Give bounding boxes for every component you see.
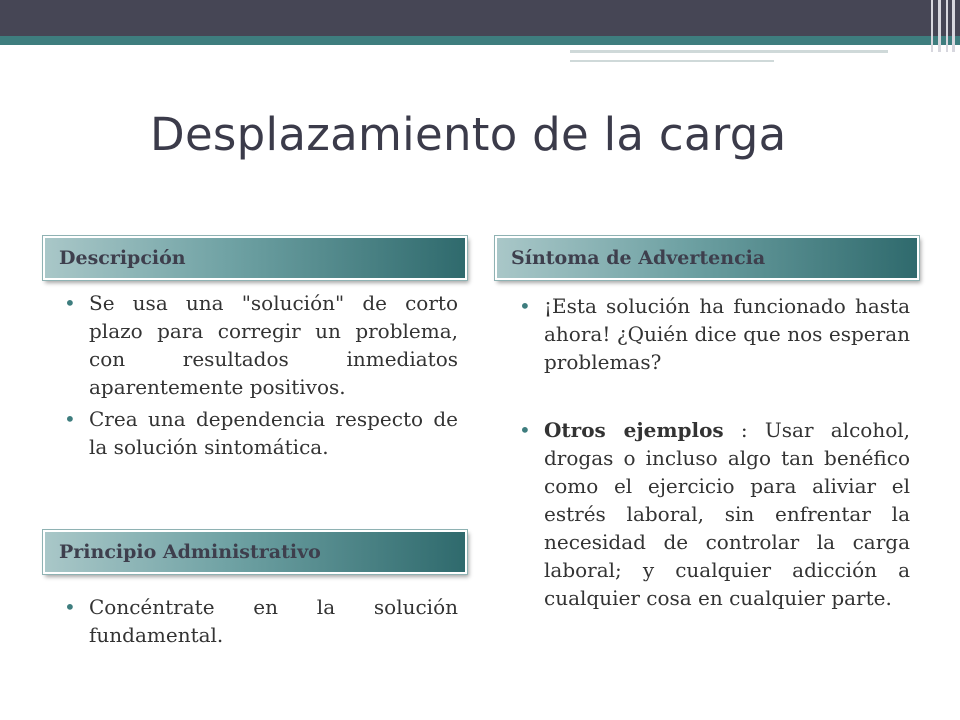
decorative-line-2 bbox=[570, 60, 774, 62]
decorative-stripe-1 bbox=[931, 0, 933, 52]
header-principio bbox=[43, 530, 467, 574]
header-principio-label: Principio Administrativo bbox=[59, 541, 321, 563]
list-item-otros-ejemplos bbox=[519, 416, 910, 612]
decorative-stripe-3 bbox=[946, 0, 948, 52]
slide-title: Desplazamiento de la carga bbox=[150, 108, 787, 161]
list-item: • ¡Esta solución ha funcionado hasta ahora! ¿Quién dice que nos esperan problemas? bbox=[519, 292, 910, 376]
sintoma-list bbox=[519, 292, 910, 616]
header-descripcion bbox=[43, 236, 467, 280]
header-descripcion-label: Descripción bbox=[59, 247, 186, 269]
list-item: • Concéntrate en la solución fundamental. bbox=[64, 593, 458, 649]
list-item: • Se usa una "solución" de corto plazo para corregir un problema, con resultados inmediatos aparentemente positivos. bbox=[64, 289, 458, 401]
header-sintoma-label: Síntoma de Advertencia bbox=[511, 247, 766, 269]
descripcion-list bbox=[64, 289, 458, 465]
otros-ejemplos-label: Otros ejemplos bbox=[544, 418, 724, 442]
top-accent-line bbox=[0, 36, 960, 45]
principio-list bbox=[64, 593, 458, 653]
top-decorative-bar bbox=[0, 0, 960, 36]
otros-ejemplos-text: : Usar alcohol, drogas o incluso algo tan benéfico como el ejercicio para aliviar el estrés laboral, sin enfrentar la necesidad de controlar la carga laboral; y cualquier adicción a cualquier cosa en cualquier parte. bbox=[544, 418, 910, 610]
decorative-stripe-4 bbox=[952, 0, 955, 52]
decorative-line-1 bbox=[570, 50, 888, 53]
header-sintoma bbox=[495, 236, 919, 280]
list-item: • Crea una dependencia respecto de la solución sintomática. bbox=[64, 405, 458, 461]
decorative-stripe-2 bbox=[938, 0, 941, 52]
